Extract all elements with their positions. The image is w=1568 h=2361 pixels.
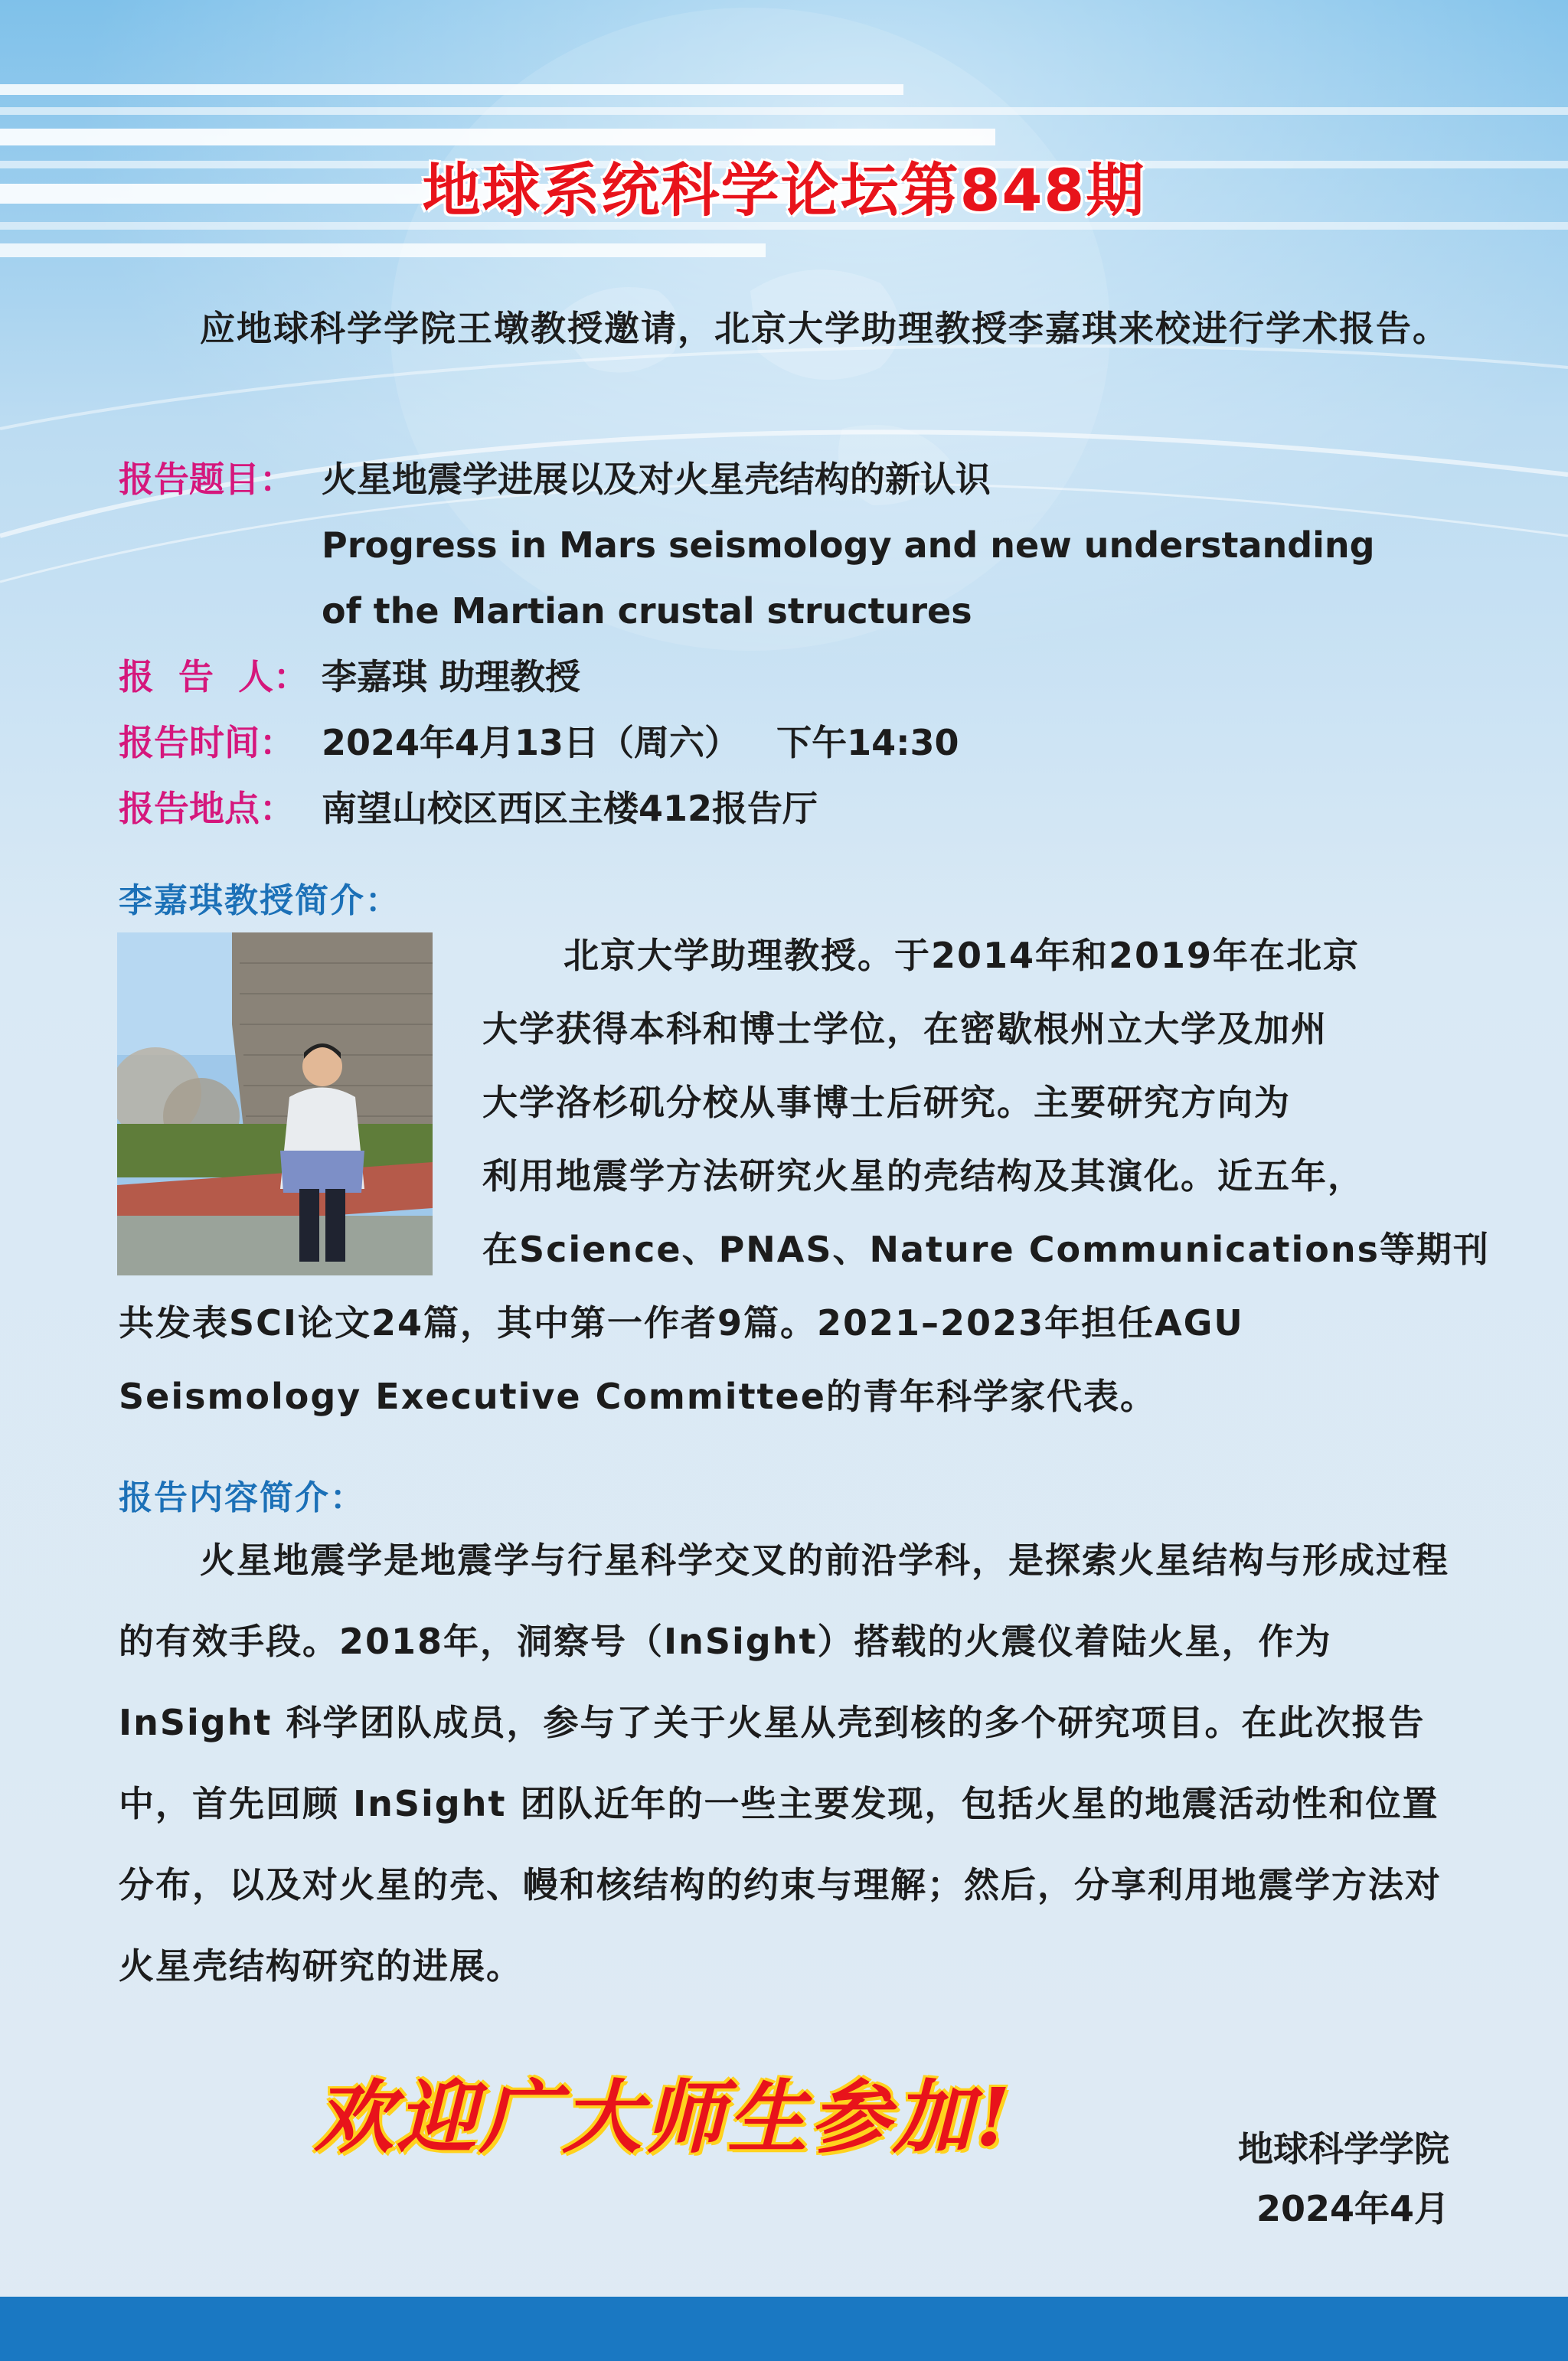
bio-line: 利用地震学方法研究火星的壳结构及其演化。近五年， [482,1155,1364,1197]
abstract-paragraph: 火星地震学是地震学与行星科学交叉的前沿学科，是探索火星结构与形成过程的有效手段。2018年，洞察号（InSight）搭载的火震仪着陆火星，作为 InSight 科学团队成员，参与了关于火星从壳到核的多个研究项目。在此次报告中，首先回顾 InSight 团队近年的一些主要发现，包括火星的地震活动性和位置分布，以及对火星的壳、幔和核结构的约束与理解；然后，分享利用地震学方法对火星壳结构研究的进展。 [119,1540,1449,1987]
bio-line: 共发表SCI论文24篇，其中第一作者9篇。2021–2023年担任AGU [119,1302,1244,1344]
bio-line: 在Science、PNAS、Nature Communications等期刊 [482,1229,1490,1270]
speaker-portrait [117,932,433,1275]
speaker-row [119,644,580,710]
poster-date: 2024年4月 [1256,2188,1449,2229]
time-value: 2024年4月13日（周六） 下午14:30 [322,722,959,763]
topic-cn: 火星地震学进展以及对火星壳结构的新认识 [322,459,991,500]
intro-paragraph: 应地球科学学院王墩教授邀请，北京大学助理教授李嘉琪来校进行学术报告。 [200,308,1449,349]
bio-line: 北京大学助理教授。于2014年和2019年在北京 [564,935,1361,976]
place-row [119,776,818,841]
bio-wrapped [482,919,1490,1286]
time-label: 报告时间： [119,722,295,763]
abstract-heading: 报告内容简介： [119,1478,365,1517]
bio-line: 大学获得本科和博士学位，在密歇根州立大学及加州 [482,1008,1328,1050]
speaker-name: 李嘉琪 助理教授 [322,656,581,697]
page-title: 地球系统科学论坛第848期 [422,156,1146,224]
organizer-block [1238,2119,1449,2239]
time-row [119,710,959,776]
topic-label: 报告题目： [119,459,295,500]
topic-row [119,446,991,512]
place-label: 报告地点： [119,788,295,829]
speaker-label: 报 告 人： [119,656,309,697]
bio-line: Seismology Executive Committee的青年科学家代表。 [119,1376,1157,1417]
topic-en-line-2: of the Martian crustal structures [322,590,972,632]
topic-en-line-1: Progress in Mars seismology and new understanding [322,524,1375,566]
bio-heading: 李嘉琪教授简介： [119,881,400,920]
bio-line: 大学洛杉矶分校从事博士后研究。主要研究方向为 [482,1082,1291,1123]
organizer-name: 地球科学学院 [1238,2128,1449,2170]
place-value: 南望山校区西区主楼412报告厅 [322,788,818,829]
welcome-slogan: 欢迎广大师生参加! [314,2070,1014,2164]
